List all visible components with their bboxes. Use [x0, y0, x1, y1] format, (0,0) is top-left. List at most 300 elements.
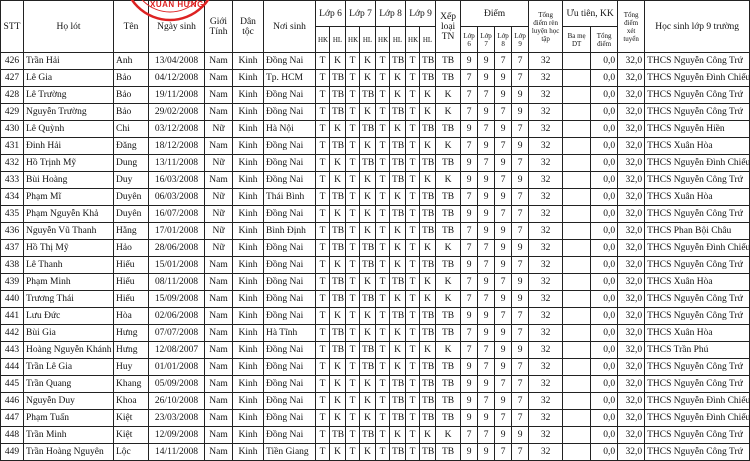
- cell-hl7: K: [360, 70, 376, 87]
- cell-noi-sinh: Hà Tĩnh: [264, 325, 316, 342]
- cell-hk9: T: [406, 291, 420, 308]
- cell-truong: THCS Nguyễn Đình Chiểu: [645, 240, 750, 257]
- cell-tong-diem-ren-luyen: 32: [529, 325, 563, 342]
- cell-diem8: 9: [495, 240, 512, 257]
- cell-ho-lot: Nguyễn Trường: [24, 104, 114, 121]
- cell-hl6: K: [330, 257, 346, 274]
- cell-xep-loai: TB: [436, 257, 461, 274]
- table-row: [1, 308, 750, 325]
- cell-diem6: 9: [461, 121, 478, 138]
- cell-stt: 433: [1, 172, 24, 189]
- cell-hl9: K: [420, 342, 436, 359]
- table-row: [1, 104, 750, 121]
- cell-hk7: T: [346, 206, 360, 223]
- cell-diem8: 9: [495, 342, 512, 359]
- cell-dan-toc: Kinh: [233, 121, 264, 138]
- cell-hk8: T: [376, 155, 390, 172]
- cell-hk7: T: [346, 325, 360, 342]
- cell-truong: THCS Xuân Hòa: [645, 189, 750, 206]
- cell-diem9: 7: [512, 155, 529, 172]
- cell-hk7: T: [346, 376, 360, 393]
- cell-xep-loai: K: [436, 274, 461, 291]
- cell-stt: 440: [1, 291, 24, 308]
- cell-truong: THCS Nguyễn Đình Chiểu: [645, 155, 750, 172]
- cell-diem6: 7: [461, 223, 478, 240]
- cell-ba-me-dt: [563, 274, 591, 291]
- cell-gioi-tinh: Nam: [205, 359, 233, 376]
- cell-hl9: TB: [420, 444, 436, 461]
- cell-hl6: TB: [330, 240, 346, 257]
- cell-hk8: T: [376, 376, 390, 393]
- cell-xep-loai: K: [436, 240, 461, 257]
- cell-dan-toc: Kinh: [233, 70, 264, 87]
- cell-hk7: T: [346, 393, 360, 410]
- cell-stt: 432: [1, 155, 24, 172]
- cell-noi-sinh: Đồng Nai: [264, 342, 316, 359]
- header-dan-toc: Dân tộc: [233, 1, 264, 53]
- cell-hk6: T: [316, 291, 330, 308]
- cell-ten: Đăng: [114, 138, 149, 155]
- cell-hl9: TB: [420, 189, 436, 206]
- cell-hl9: K: [420, 138, 436, 155]
- cell-hl9: K: [420, 240, 436, 257]
- cell-tong-diem: 0,0: [591, 291, 618, 308]
- table-row: [1, 427, 750, 444]
- cell-hk8: T: [376, 104, 390, 121]
- header-hk: HK: [376, 27, 390, 53]
- cell-noi-sinh: Đồng Nai: [264, 257, 316, 274]
- cell-ten: Chi: [114, 121, 149, 138]
- cell-hl7: K: [360, 444, 376, 461]
- cell-diem6: 9: [461, 257, 478, 274]
- cell-hk9: T: [406, 359, 420, 376]
- cell-diem8: 9: [495, 189, 512, 206]
- table-row: [1, 70, 750, 87]
- cell-tong-diem-ren-luyen: 32: [529, 359, 563, 376]
- cell-gioi-tinh: Nam: [205, 53, 233, 70]
- table-row: [1, 410, 750, 427]
- cell-gioi-tinh: Nam: [205, 257, 233, 274]
- cell-hk7: T: [346, 121, 360, 138]
- cell-hl7: K: [360, 376, 376, 393]
- cell-noi-sinh: Đồng Nai: [264, 393, 316, 410]
- header-hl: HL: [330, 27, 346, 53]
- cell-hk9: T: [406, 427, 420, 444]
- cell-ba-me-dt: [563, 121, 591, 138]
- cell-tong-diem-ren-luyen: 32: [529, 291, 563, 308]
- cell-hk6: T: [316, 138, 330, 155]
- cell-tong-diem-ren-luyen: 32: [529, 138, 563, 155]
- cell-hl6: TB: [330, 104, 346, 121]
- cell-ho-lot: Phạm Tuấn: [24, 410, 114, 427]
- cell-hl9: K: [420, 104, 436, 121]
- cell-xep-loai: TB: [436, 206, 461, 223]
- cell-hk7: T: [346, 274, 360, 291]
- cell-hk6: T: [316, 308, 330, 325]
- cell-hk7: T: [346, 444, 360, 461]
- cell-ba-me-dt: [563, 410, 591, 427]
- cell-tong-diem: 0,0: [591, 53, 618, 70]
- cell-hl8: TB: [390, 155, 406, 172]
- cell-tong-diem-xet-tuyen: 32,0: [618, 325, 645, 342]
- cell-hl7: K: [360, 189, 376, 206]
- cell-diem8: 7: [495, 274, 512, 291]
- cell-noi-sinh: Đồng Nai: [264, 274, 316, 291]
- cell-hl7: K: [360, 172, 376, 189]
- cell-dan-toc: Kinh: [233, 359, 264, 376]
- cell-tong-diem-xet-tuyen: 32,0: [618, 53, 645, 70]
- cell-hl8: TB: [390, 274, 406, 291]
- table-row: [1, 240, 750, 257]
- cell-dan-toc: Kinh: [233, 325, 264, 342]
- cell-hl9: TB: [420, 121, 436, 138]
- cell-hl6: TB: [330, 342, 346, 359]
- cell-truong: THCS Xuân Hòa: [645, 325, 750, 342]
- cell-hl8: K: [390, 223, 406, 240]
- cell-ten: Kiệt: [114, 427, 149, 444]
- cell-diem9: 9: [512, 104, 529, 121]
- cell-ho-lot: Nguyễn Vũ Thanh: [24, 223, 114, 240]
- cell-gioi-tinh: Nữ: [205, 206, 233, 223]
- cell-ten: Hiếu: [114, 257, 149, 274]
- cell-diem8: 7: [495, 138, 512, 155]
- cell-hk7: T: [346, 172, 360, 189]
- cell-ba-me-dt: [563, 189, 591, 206]
- header-hl: HL: [360, 27, 376, 53]
- cell-hl9: TB: [420, 223, 436, 240]
- cell-ten: Khoa: [114, 393, 149, 410]
- cell-hk8: T: [376, 291, 390, 308]
- cell-diem7: 9: [478, 104, 495, 121]
- cell-tong-diem: 0,0: [591, 342, 618, 359]
- cell-diem7: 9: [478, 70, 495, 87]
- cell-diem9: 7: [512, 376, 529, 393]
- cell-hk6: T: [316, 206, 330, 223]
- cell-tong-diem-xet-tuyen: 32,0: [618, 257, 645, 274]
- cell-diem7: 9: [478, 138, 495, 155]
- cell-hk8: T: [376, 172, 390, 189]
- cell-ten: Bảo: [114, 87, 149, 104]
- cell-diem8: 9: [495, 393, 512, 410]
- table-row: [1, 172, 750, 189]
- cell-hk9: T: [406, 104, 420, 121]
- cell-hl9: TB: [420, 206, 436, 223]
- cell-hl8: TB: [390, 376, 406, 393]
- cell-diem9: 7: [512, 257, 529, 274]
- table-row: [1, 274, 750, 291]
- cell-tong-diem: 0,0: [591, 325, 618, 342]
- cell-hk9: T: [406, 172, 420, 189]
- cell-tong-diem-xet-tuyen: 32,0: [618, 291, 645, 308]
- cell-gioi-tinh: Nam: [205, 274, 233, 291]
- cell-ngay-sinh: 17/01/2008: [149, 223, 205, 240]
- cell-hk8: T: [376, 257, 390, 274]
- cell-ho-lot: Lê Gia: [24, 70, 114, 87]
- cell-diem9: 9: [512, 172, 529, 189]
- cell-ten: Duyên: [114, 206, 149, 223]
- cell-ngay-sinh: 12/09/2008: [149, 427, 205, 444]
- cell-diem6: 9: [461, 308, 478, 325]
- cell-hl7: K: [360, 223, 376, 240]
- cell-hk6: T: [316, 70, 330, 87]
- cell-noi-sinh: Đồng Nai: [264, 172, 316, 189]
- cell-diem9: 9: [512, 274, 529, 291]
- header-ngay-sinh: Ngày sinh: [149, 1, 205, 53]
- cell-truong: THCS Nguyễn Công Trứ: [645, 172, 750, 189]
- cell-diem7: 9: [478, 53, 495, 70]
- cell-tong-diem-xet-tuyen: 32,0: [618, 427, 645, 444]
- cell-diem6: 9: [461, 53, 478, 70]
- cell-hl7: K: [360, 206, 376, 223]
- cell-hl6: TB: [330, 291, 346, 308]
- cell-diem6: 7: [461, 342, 478, 359]
- header-diem-lop7: Lớp 7: [478, 27, 495, 53]
- cell-hk9: T: [406, 325, 420, 342]
- cell-tong-diem: 0,0: [591, 87, 618, 104]
- cell-xep-loai: K: [436, 87, 461, 104]
- cell-hl9: TB: [420, 155, 436, 172]
- cell-hk9: T: [406, 240, 420, 257]
- cell-diem6: 7: [461, 87, 478, 104]
- cell-hl6: K: [330, 359, 346, 376]
- cell-ho-lot: Trần Quang: [24, 376, 114, 393]
- cell-diem6: 7: [461, 274, 478, 291]
- cell-hl7: K: [360, 308, 376, 325]
- cell-hk8: T: [376, 53, 390, 70]
- cell-hl6: TB: [330, 189, 346, 206]
- cell-tong-diem-ren-luyen: 32: [529, 70, 563, 87]
- cell-tong-diem: 0,0: [591, 206, 618, 223]
- cell-hk8: T: [376, 427, 390, 444]
- cell-diem9: 9: [512, 87, 529, 104]
- cell-hl6: TB: [330, 70, 346, 87]
- cell-hk6: T: [316, 342, 330, 359]
- header-lop6: Lớp 6: [316, 1, 346, 27]
- cell-hl7: K: [360, 274, 376, 291]
- cell-diem7: 9: [478, 410, 495, 427]
- cell-tong-diem: 0,0: [591, 444, 618, 461]
- cell-hl9: TB: [420, 53, 436, 70]
- table-row: [1, 155, 750, 172]
- cell-hl9: TB: [420, 308, 436, 325]
- cell-noi-sinh: Đồng Nai: [264, 138, 316, 155]
- cell-ba-me-dt: [563, 325, 591, 342]
- cell-diem6: 9: [461, 155, 478, 172]
- cell-ho-lot: Hồ Trịnh Mỹ: [24, 155, 114, 172]
- cell-diem8: 9: [495, 70, 512, 87]
- cell-diem8: 9: [495, 291, 512, 308]
- cell-ho-lot: Lê Thanh: [24, 257, 114, 274]
- cell-hl9: TB: [420, 325, 436, 342]
- cell-gioi-tinh: Nam: [205, 325, 233, 342]
- cell-ba-me-dt: [563, 393, 591, 410]
- cell-hk8: T: [376, 206, 390, 223]
- table-row: [1, 189, 750, 206]
- cell-diem8: 9: [495, 427, 512, 444]
- cell-tong-diem-xet-tuyen: 32,0: [618, 393, 645, 410]
- cell-ten: Hảo: [114, 240, 149, 257]
- cell-ho-lot: Đinh Hải: [24, 138, 114, 155]
- cell-ho-lot: Nguyễn Duy: [24, 393, 114, 410]
- cell-ho-lot: Bùi Gia: [24, 325, 114, 342]
- cell-ngay-sinh: 02/06/2008: [149, 308, 205, 325]
- cell-hk8: T: [376, 410, 390, 427]
- cell-hk9: T: [406, 393, 420, 410]
- cell-hk8: T: [376, 308, 390, 325]
- cell-hl6: K: [330, 308, 346, 325]
- cell-hk6: T: [316, 274, 330, 291]
- cell-diem8: 7: [495, 104, 512, 121]
- cell-tong-diem-ren-luyen: 32: [529, 410, 563, 427]
- cell-hk8: T: [376, 342, 390, 359]
- cell-truong: THCS Xuân Hòa: [645, 138, 750, 155]
- cell-ba-me-dt: [563, 342, 591, 359]
- cell-diem6: 7: [461, 189, 478, 206]
- cell-tong-diem-xet-tuyen: 32,0: [618, 376, 645, 393]
- cell-tong-diem-ren-luyen: 32: [529, 427, 563, 444]
- cell-ho-lot: Hồ Thị Mỹ: [24, 240, 114, 257]
- cell-ngay-sinh: 12/08/2007: [149, 342, 205, 359]
- cell-xep-loai: K: [436, 104, 461, 121]
- cell-stt: 437: [1, 240, 24, 257]
- cell-diem6: 7: [461, 138, 478, 155]
- cell-xep-loai: TB: [436, 359, 461, 376]
- cell-dan-toc: Kinh: [233, 342, 264, 359]
- cell-hl7: TB: [360, 155, 376, 172]
- cell-gioi-tinh: Nam: [205, 444, 233, 461]
- cell-tong-diem-xet-tuyen: 32,0: [618, 359, 645, 376]
- cell-ten: Hưng: [114, 342, 149, 359]
- cell-diem6: 7: [461, 325, 478, 342]
- cell-ngay-sinh: 13/11/2008: [149, 155, 205, 172]
- cell-diem6: 7: [461, 240, 478, 257]
- cell-diem8: 9: [495, 223, 512, 240]
- cell-hl9: TB: [420, 410, 436, 427]
- cell-hk6: T: [316, 87, 330, 104]
- header-hl: HL: [420, 27, 436, 53]
- cell-dan-toc: Kinh: [233, 189, 264, 206]
- cell-ba-me-dt: [563, 427, 591, 444]
- cell-diem6: 9: [461, 393, 478, 410]
- header-xep-loai: Xếp loại TN: [436, 1, 461, 53]
- cell-gioi-tinh: Nam: [205, 393, 233, 410]
- header-tong-diem-ren-luyen: Tổng điểm rèn luyện học tập: [529, 1, 563, 53]
- cell-diem8: 9: [495, 121, 512, 138]
- cell-truong: THCS Nguyễn Công Trứ: [645, 87, 750, 104]
- cell-diem8: 9: [495, 155, 512, 172]
- cell-diem8: 7: [495, 206, 512, 223]
- cell-diem6: 7: [461, 70, 478, 87]
- cell-tong-diem-xet-tuyen: 32,0: [618, 410, 645, 427]
- cell-hl8: TB: [390, 393, 406, 410]
- cell-hk8: T: [376, 393, 390, 410]
- cell-stt: 430: [1, 121, 24, 138]
- cell-hl9: K: [420, 291, 436, 308]
- cell-truong: THCS Nguyễn Công Trứ: [645, 206, 750, 223]
- cell-ngay-sinh: 06/03/2008: [149, 189, 205, 206]
- cell-ten: Bảo: [114, 104, 149, 121]
- cell-hk7: T: [346, 87, 360, 104]
- cell-tong-diem-xet-tuyen: 32,0: [618, 444, 645, 461]
- cell-hk8: T: [376, 240, 390, 257]
- cell-noi-sinh: Đồng Nai: [264, 53, 316, 70]
- cell-hk7: T: [346, 189, 360, 206]
- cell-hl9: TB: [420, 70, 436, 87]
- cell-xep-loai: TB: [436, 325, 461, 342]
- cell-tong-diem: 0,0: [591, 138, 618, 155]
- cell-ngay-sinh: 28/06/2008: [149, 240, 205, 257]
- cell-gioi-tinh: Nữ: [205, 240, 233, 257]
- header-ba-me-dt: Ba mẹ DT: [563, 27, 591, 53]
- cell-stt: 443: [1, 342, 24, 359]
- cell-hl6: TB: [330, 138, 346, 155]
- cell-hk7: T: [346, 70, 360, 87]
- cell-hk7: T: [346, 53, 360, 70]
- table-row: [1, 376, 750, 393]
- cell-hk6: T: [316, 104, 330, 121]
- table-row: [1, 121, 750, 138]
- cell-xep-loai: K: [436, 342, 461, 359]
- cell-ba-me-dt: [563, 376, 591, 393]
- cell-tong-diem-ren-luyen: 32: [529, 189, 563, 206]
- cell-diem8: 9: [495, 87, 512, 104]
- cell-hk7: T: [346, 240, 360, 257]
- table-row: [1, 325, 750, 342]
- cell-tong-diem-xet-tuyen: 32,0: [618, 155, 645, 172]
- cell-ngay-sinh: 07/07/2008: [149, 325, 205, 342]
- cell-diem9: 7: [512, 325, 529, 342]
- cell-ten: Khang: [114, 376, 149, 393]
- header-ho-lot: Họ lót: [24, 1, 114, 53]
- table-row: [1, 444, 750, 461]
- header-uu-tien: Ưu tiên, KK: [563, 1, 618, 27]
- cell-dan-toc: Kinh: [233, 444, 264, 461]
- cell-hk6: T: [316, 257, 330, 274]
- cell-diem6: 7: [461, 427, 478, 444]
- cell-tong-diem: 0,0: [591, 393, 618, 410]
- cell-ba-me-dt: [563, 359, 591, 376]
- cell-gioi-tinh: Nữ: [205, 189, 233, 206]
- cell-hl8: TB: [390, 410, 406, 427]
- cell-diem9: 7: [512, 359, 529, 376]
- cell-truong: THCS Nguyễn Đình Chiểu: [645, 70, 750, 87]
- cell-hl7: TB: [360, 342, 376, 359]
- cell-ten: Hòa: [114, 308, 149, 325]
- cell-tong-diem-ren-luyen: 32: [529, 376, 563, 393]
- cell-noi-sinh: Đồng Nai: [264, 427, 316, 444]
- cell-hk8: T: [376, 444, 390, 461]
- cell-hl8: K: [390, 257, 406, 274]
- cell-stt: 446: [1, 393, 24, 410]
- cell-hk9: T: [406, 206, 420, 223]
- cell-hk6: T: [316, 155, 330, 172]
- cell-dan-toc: Kinh: [233, 172, 264, 189]
- cell-ba-me-dt: [563, 257, 591, 274]
- cell-tong-diem-xet-tuyen: 32,0: [618, 104, 645, 121]
- cell-hk9: T: [406, 342, 420, 359]
- cell-tong-diem-ren-luyen: 32: [529, 274, 563, 291]
- cell-ngay-sinh: 29/02/2008: [149, 104, 205, 121]
- cell-diem9: 9: [512, 427, 529, 444]
- header-truong: Học sinh lớp 9 trường: [645, 1, 750, 53]
- cell-tong-diem-xet-tuyen: 32,0: [618, 342, 645, 359]
- cell-hk9: T: [406, 189, 420, 206]
- cell-diem6: 7: [461, 291, 478, 308]
- cell-diem7: 9: [478, 189, 495, 206]
- cell-ngay-sinh: 04/12/2008: [149, 70, 205, 87]
- cell-hk7: T: [346, 308, 360, 325]
- cell-ba-me-dt: [563, 291, 591, 308]
